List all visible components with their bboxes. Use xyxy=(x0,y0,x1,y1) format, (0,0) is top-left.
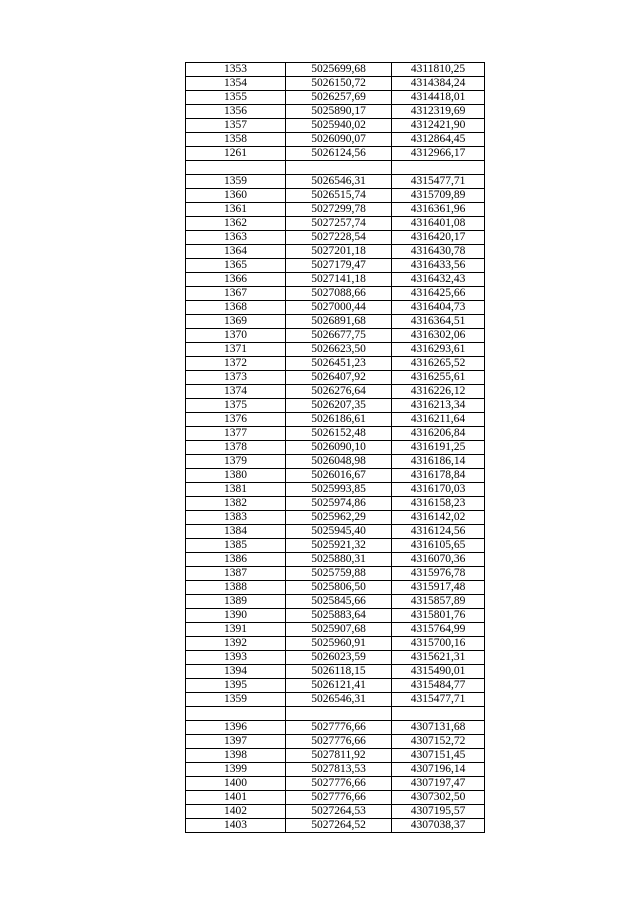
x-coordinate-cell xyxy=(286,707,392,721)
y-coordinate-cell: 4315484,77 xyxy=(392,679,485,693)
y-coordinate-cell xyxy=(392,707,485,721)
point-number-cell: 1359 xyxy=(186,693,286,707)
y-coordinate-cell: 4314384,24 xyxy=(392,77,485,91)
x-coordinate-cell: 5025699,68 xyxy=(286,63,392,77)
x-coordinate-cell: 5027811,92 xyxy=(286,749,392,763)
x-coordinate-cell: 5025890,17 xyxy=(286,105,392,119)
point-number-cell: 1397 xyxy=(186,735,286,749)
point-number-cell: 1374 xyxy=(186,385,286,399)
table-row xyxy=(186,273,485,287)
x-coordinate-cell: 5025759,88 xyxy=(286,567,392,581)
y-coordinate-cell: 4316158,23 xyxy=(392,497,485,511)
table-row xyxy=(186,77,485,91)
point-number-cell: 1361 xyxy=(186,203,286,217)
point-number-cell: 1368 xyxy=(186,301,286,315)
point-number-cell: 1400 xyxy=(186,777,286,791)
table-row xyxy=(186,763,485,777)
y-coordinate-cell: 4316293,61 xyxy=(392,343,485,357)
table-gap-row xyxy=(186,161,485,175)
y-coordinate-cell: 4316206,84 xyxy=(392,427,485,441)
table-row xyxy=(186,259,485,273)
point-number-cell: 1382 xyxy=(186,497,286,511)
point-number-cell: 1389 xyxy=(186,595,286,609)
point-number-cell: 1375 xyxy=(186,399,286,413)
point-number-cell: 1367 xyxy=(186,287,286,301)
y-coordinate-cell: 4316265,52 xyxy=(392,357,485,371)
table-row xyxy=(186,777,485,791)
x-coordinate-cell: 5025974,86 xyxy=(286,497,392,511)
x-coordinate-cell: 5026207,35 xyxy=(286,399,392,413)
y-coordinate-cell xyxy=(392,161,485,175)
x-coordinate-cell: 5027141,18 xyxy=(286,273,392,287)
table-row xyxy=(186,679,485,693)
point-number-cell: 1393 xyxy=(186,651,286,665)
table-row xyxy=(186,567,485,581)
y-coordinate-cell: 4315917,48 xyxy=(392,581,485,595)
table-row xyxy=(186,357,485,371)
point-number-cell: 1363 xyxy=(186,231,286,245)
table-row xyxy=(186,287,485,301)
x-coordinate-cell: 5025945,40 xyxy=(286,525,392,539)
point-number-cell: 1384 xyxy=(186,525,286,539)
y-coordinate-cell: 4316433,56 xyxy=(392,259,485,273)
y-coordinate-cell: 4307038,37 xyxy=(392,819,485,833)
table-row xyxy=(186,413,485,427)
x-coordinate-cell: 5026276,64 xyxy=(286,385,392,399)
table-row xyxy=(186,553,485,567)
table-row xyxy=(186,119,485,133)
y-coordinate-cell: 4312966,17 xyxy=(392,147,485,161)
x-coordinate-cell: 5026515,74 xyxy=(286,189,392,203)
y-coordinate-cell: 4315857,89 xyxy=(392,595,485,609)
y-coordinate-cell: 4315709,89 xyxy=(392,189,485,203)
point-number-cell: 1360 xyxy=(186,189,286,203)
x-coordinate-cell: 5027299,78 xyxy=(286,203,392,217)
y-coordinate-cell: 4316361,96 xyxy=(392,203,485,217)
table-row xyxy=(186,819,485,833)
table-row xyxy=(186,63,485,77)
table-row xyxy=(186,511,485,525)
y-coordinate-cell: 4316425,66 xyxy=(392,287,485,301)
x-coordinate-cell: 5027776,66 xyxy=(286,735,392,749)
point-number-cell xyxy=(186,161,286,175)
y-coordinate-cell: 4316420,17 xyxy=(392,231,485,245)
table-row xyxy=(186,399,485,413)
point-number-cell: 1398 xyxy=(186,749,286,763)
y-coordinate-cell: 4316401,08 xyxy=(392,217,485,231)
table-row xyxy=(186,791,485,805)
table-row xyxy=(186,203,485,217)
x-coordinate-cell: 5027776,66 xyxy=(286,721,392,735)
table-row xyxy=(186,231,485,245)
x-coordinate-cell: 5026048,98 xyxy=(286,455,392,469)
x-coordinate-cell: 5027000,44 xyxy=(286,301,392,315)
x-coordinate-cell: 5026118,15 xyxy=(286,665,392,679)
point-number-cell: 1356 xyxy=(186,105,286,119)
x-coordinate-cell xyxy=(286,161,392,175)
point-number-cell: 1377 xyxy=(186,427,286,441)
x-coordinate-cell: 5025845,66 xyxy=(286,595,392,609)
point-number-cell: 1353 xyxy=(186,63,286,77)
x-coordinate-cell: 5025993,85 xyxy=(286,483,392,497)
table-row xyxy=(186,455,485,469)
point-number-cell: 1373 xyxy=(186,371,286,385)
point-number-cell: 1365 xyxy=(186,259,286,273)
table-row xyxy=(186,483,485,497)
x-coordinate-cell: 5027264,52 xyxy=(286,819,392,833)
y-coordinate-cell: 4315976,78 xyxy=(392,567,485,581)
y-coordinate-cell: 4307195,57 xyxy=(392,805,485,819)
point-number-cell: 1371 xyxy=(186,343,286,357)
table-row xyxy=(186,665,485,679)
x-coordinate-cell: 5025806,50 xyxy=(286,581,392,595)
x-coordinate-cell: 5026186,61 xyxy=(286,413,392,427)
y-coordinate-cell: 4316430,78 xyxy=(392,245,485,259)
y-coordinate-cell: 4311810,25 xyxy=(392,63,485,77)
y-coordinate-cell: 4316213,34 xyxy=(392,399,485,413)
table-row xyxy=(186,497,485,511)
y-coordinate-cell: 4316124,56 xyxy=(392,525,485,539)
point-number-cell: 1379 xyxy=(186,455,286,469)
point-number-cell: 1391 xyxy=(186,623,286,637)
x-coordinate-cell: 5026546,31 xyxy=(286,175,392,189)
y-coordinate-cell: 4316191,25 xyxy=(392,441,485,455)
table-row xyxy=(186,609,485,623)
point-number-cell: 1359 xyxy=(186,175,286,189)
x-coordinate-cell: 5026677,75 xyxy=(286,329,392,343)
table-row xyxy=(186,91,485,105)
point-number-cell: 1380 xyxy=(186,469,286,483)
y-coordinate-cell: 4316105,65 xyxy=(392,539,485,553)
y-coordinate-cell: 4316432,43 xyxy=(392,273,485,287)
table-row xyxy=(186,175,485,189)
y-coordinate-cell: 4316364,51 xyxy=(392,315,485,329)
point-number-cell: 1358 xyxy=(186,133,286,147)
x-coordinate-cell: 5025883,64 xyxy=(286,609,392,623)
y-coordinate-cell: 4316404,73 xyxy=(392,301,485,315)
y-coordinate-cell: 4316178,84 xyxy=(392,469,485,483)
y-coordinate-cell: 4315764,99 xyxy=(392,623,485,637)
point-number-cell: 1355 xyxy=(186,91,286,105)
point-number-cell: 1388 xyxy=(186,581,286,595)
table-row xyxy=(186,245,485,259)
y-coordinate-cell: 4316226,12 xyxy=(392,385,485,399)
table-row xyxy=(186,217,485,231)
y-coordinate-cell: 4315621,31 xyxy=(392,651,485,665)
x-coordinate-cell: 5026090,07 xyxy=(286,133,392,147)
x-coordinate-cell: 5026121,41 xyxy=(286,679,392,693)
y-coordinate-cell: 4316142,02 xyxy=(392,511,485,525)
x-coordinate-cell: 5026451,23 xyxy=(286,357,392,371)
x-coordinate-cell: 5025960,91 xyxy=(286,637,392,651)
y-coordinate-cell: 4316070,36 xyxy=(392,553,485,567)
x-coordinate-cell: 5027179,47 xyxy=(286,259,392,273)
table-row xyxy=(186,427,485,441)
point-number-cell: 1364 xyxy=(186,245,286,259)
point-number-cell: 1376 xyxy=(186,413,286,427)
x-coordinate-cell: 5026016,67 xyxy=(286,469,392,483)
table-row xyxy=(186,441,485,455)
table-row xyxy=(186,749,485,763)
table-row xyxy=(186,189,485,203)
point-number-cell: 1372 xyxy=(186,357,286,371)
point-number-cell: 1392 xyxy=(186,637,286,651)
point-number-cell: 1362 xyxy=(186,217,286,231)
y-coordinate-cell: 4307196,14 xyxy=(392,763,485,777)
table-row xyxy=(186,469,485,483)
point-number-cell: 1369 xyxy=(186,315,286,329)
y-coordinate-cell: 4312864,45 xyxy=(392,133,485,147)
y-coordinate-cell: 4315700,16 xyxy=(392,637,485,651)
y-coordinate-cell: 4316186,14 xyxy=(392,455,485,469)
coordinates-table-body xyxy=(186,63,485,833)
coordinates-sheet xyxy=(185,62,484,833)
x-coordinate-cell: 5025962,29 xyxy=(286,511,392,525)
y-coordinate-cell: 4307302,50 xyxy=(392,791,485,805)
y-coordinate-cell: 4316302,06 xyxy=(392,329,485,343)
point-number-cell: 1386 xyxy=(186,553,286,567)
y-coordinate-cell: 4312319,69 xyxy=(392,105,485,119)
x-coordinate-cell: 5025940,02 xyxy=(286,119,392,133)
table-row xyxy=(186,385,485,399)
table-row xyxy=(186,329,485,343)
table-row xyxy=(186,301,485,315)
table-row xyxy=(186,623,485,637)
table-row xyxy=(186,637,485,651)
table-row xyxy=(186,651,485,665)
y-coordinate-cell: 4307197,47 xyxy=(392,777,485,791)
y-coordinate-cell: 4307151,45 xyxy=(392,749,485,763)
y-coordinate-cell: 4316170,03 xyxy=(392,483,485,497)
x-coordinate-cell: 5025907,68 xyxy=(286,623,392,637)
point-number-cell: 1402 xyxy=(186,805,286,819)
table-row xyxy=(186,525,485,539)
point-number-cell: 1395 xyxy=(186,679,286,693)
point-number-cell: 1394 xyxy=(186,665,286,679)
x-coordinate-cell: 5027776,66 xyxy=(286,777,392,791)
point-number-cell: 1387 xyxy=(186,567,286,581)
table-row xyxy=(186,105,485,119)
point-number-cell: 1403 xyxy=(186,819,286,833)
y-coordinate-cell: 4315801,76 xyxy=(392,609,485,623)
x-coordinate-cell: 5026546,31 xyxy=(286,693,392,707)
y-coordinate-cell: 4316211,64 xyxy=(392,413,485,427)
x-coordinate-cell: 5026891,68 xyxy=(286,315,392,329)
point-number-cell: 1357 xyxy=(186,119,286,133)
x-coordinate-cell: 5026023,59 xyxy=(286,651,392,665)
table-row xyxy=(186,581,485,595)
x-coordinate-cell: 5027201,18 xyxy=(286,245,392,259)
table-row xyxy=(186,693,485,707)
x-coordinate-cell: 5026257,69 xyxy=(286,91,392,105)
point-number-cell: 1378 xyxy=(186,441,286,455)
table-row xyxy=(186,735,485,749)
point-number-cell: 1401 xyxy=(186,791,286,805)
point-number-cell: 1354 xyxy=(186,77,286,91)
point-number-cell: 1370 xyxy=(186,329,286,343)
y-coordinate-cell: 4316255,61 xyxy=(392,371,485,385)
point-number-cell: 1261 xyxy=(186,147,286,161)
point-number-cell: 1381 xyxy=(186,483,286,497)
point-number-cell: 1390 xyxy=(186,609,286,623)
y-coordinate-cell: 4315477,71 xyxy=(392,175,485,189)
x-coordinate-cell: 5027264,53 xyxy=(286,805,392,819)
x-coordinate-cell: 5026124,56 xyxy=(286,147,392,161)
x-coordinate-cell: 5025880,31 xyxy=(286,553,392,567)
y-coordinate-cell: 4315477,71 xyxy=(392,693,485,707)
x-coordinate-cell: 5026623,50 xyxy=(286,343,392,357)
y-coordinate-cell: 4307131,68 xyxy=(392,721,485,735)
x-coordinate-cell: 5027088,66 xyxy=(286,287,392,301)
table-row xyxy=(186,371,485,385)
y-coordinate-cell: 4307152,72 xyxy=(392,735,485,749)
point-number-cell: 1366 xyxy=(186,273,286,287)
table-row xyxy=(186,539,485,553)
coordinates-table xyxy=(185,62,485,833)
table-row xyxy=(186,133,485,147)
y-coordinate-cell: 4312421,90 xyxy=(392,119,485,133)
x-coordinate-cell: 5025921,32 xyxy=(286,539,392,553)
point-number-cell xyxy=(186,707,286,721)
x-coordinate-cell: 5027776,66 xyxy=(286,791,392,805)
x-coordinate-cell: 5026407,92 xyxy=(286,371,392,385)
x-coordinate-cell: 5026090,10 xyxy=(286,441,392,455)
table-row xyxy=(186,805,485,819)
table-gap-row xyxy=(186,707,485,721)
point-number-cell: 1385 xyxy=(186,539,286,553)
table-row xyxy=(186,595,485,609)
x-coordinate-cell: 5026150,72 xyxy=(286,77,392,91)
point-number-cell: 1383 xyxy=(186,511,286,525)
x-coordinate-cell: 5027228,54 xyxy=(286,231,392,245)
table-row xyxy=(186,315,485,329)
y-coordinate-cell: 4315490,01 xyxy=(392,665,485,679)
x-coordinate-cell: 5026152,48 xyxy=(286,427,392,441)
x-coordinate-cell: 5027813,53 xyxy=(286,763,392,777)
x-coordinate-cell: 5027257,74 xyxy=(286,217,392,231)
table-row xyxy=(186,147,485,161)
table-row xyxy=(186,721,485,735)
table-row xyxy=(186,343,485,357)
point-number-cell: 1399 xyxy=(186,763,286,777)
y-coordinate-cell: 4314418,01 xyxy=(392,91,485,105)
point-number-cell: 1396 xyxy=(186,721,286,735)
